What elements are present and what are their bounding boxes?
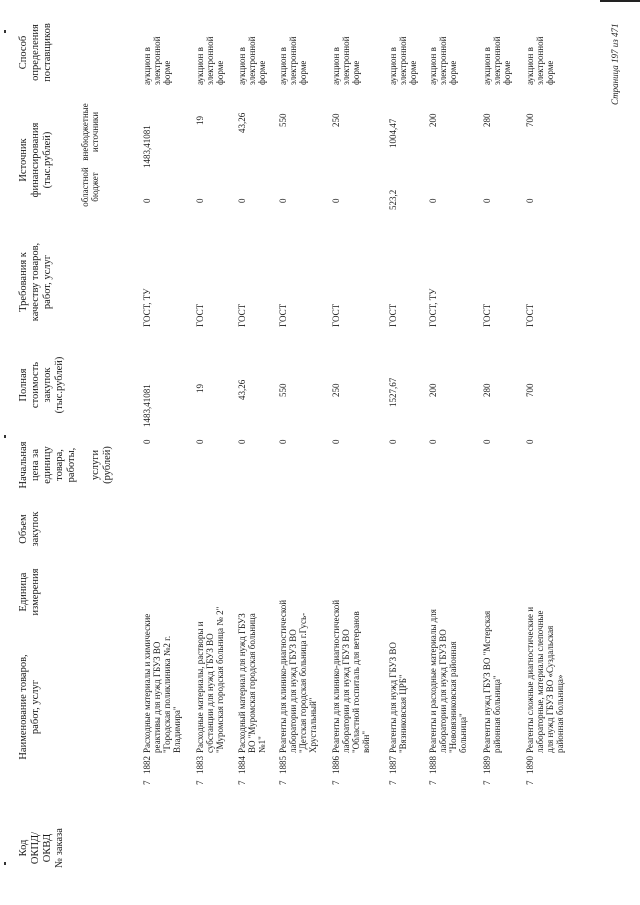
- header-source-regional: областной бюджет: [80, 167, 100, 207]
- table-row: [331, 0, 383, 905]
- cell-unit-price: 0: [428, 439, 438, 444]
- header-unit-price: Начальная цена за единицу товара, работы, услуги (рублей): [18, 441, 113, 489]
- header-requirements: Требования к качеству товаров, работ, услуг: [18, 242, 53, 322]
- cell-source-offbudget: 250: [331, 113, 341, 127]
- cell-unit-price: 0: [388, 439, 398, 444]
- cell-unit-price: 0: [278, 439, 288, 444]
- cell-total-cost: 250: [331, 383, 341, 397]
- cell-method: аукцион в электронной форме: [482, 36, 512, 85]
- header-source-offbudget: внебюджетные источники: [80, 103, 100, 161]
- cell-name: Реагенты и расходные материалы для лаборатории для нужд ГБУЗ ВО "Нововязниковская районная больница": [428, 609, 468, 753]
- cell-source-offbudget: 19: [195, 116, 205, 125]
- cell-unit-price: 0: [482, 439, 492, 444]
- cell-requirements: ГОСТ, ТУ: [428, 288, 438, 327]
- cell-name: Реагенты для клинико-диагностической лаборатории для нужд ГБУЗ ВО "Областной госпиталь для ветеранов войн": [331, 599, 371, 753]
- cell-source-regional: 0: [428, 198, 438, 203]
- cell-name: Реагенты нужд ГБУЗ ВО "Мстерская районная больница": [482, 610, 502, 753]
- cell-source-regional: 0: [142, 198, 152, 203]
- table-row: [142, 0, 194, 905]
- cell-code: 7: [195, 780, 205, 785]
- cell-source-regional: 0: [237, 198, 247, 203]
- cell-total-cost: 1483,41081: [142, 384, 152, 427]
- header-volume: Объем закупок: [18, 511, 41, 547]
- cell-source-regional: 0: [195, 198, 205, 203]
- cell-requirements: ГОСТ: [195, 303, 205, 327]
- cell-code: 7: [142, 780, 152, 785]
- cell-total-cost: 550: [278, 383, 288, 397]
- header-source: Источник финансирования (тыс.рублей): [18, 122, 53, 198]
- cell-requirements: ГОСТ: [331, 303, 341, 327]
- cell-source-regional: 0: [278, 198, 288, 203]
- cell-method: аукцион в электронной форме: [428, 36, 458, 85]
- cell-unit-price: 0: [331, 439, 341, 444]
- cell-source-offbudget: 1004,47: [388, 118, 398, 148]
- cell-code: 7: [237, 780, 247, 785]
- cell-total-cost: 1527,67: [388, 377, 398, 407]
- table-row: [482, 0, 524, 905]
- cell-total-cost: 43,26: [237, 379, 247, 400]
- cell-name: Реагенты для клинико-диагностической лаборатории для нужд ГБУЗ ВО "Детская городская больница г.Гусь- Хрустальный": [278, 599, 318, 753]
- cell-source-offbudget: 43,26: [237, 112, 247, 133]
- cell-source-offbudget: 550: [278, 113, 288, 127]
- cell-code: 7: [278, 780, 288, 785]
- table-row: [278, 0, 330, 905]
- cell-order: 1882: [142, 756, 152, 774]
- table-row: [428, 0, 480, 905]
- cell-name: Реагенты сложные диагностические и лабораторные, материалы слепочные для нужд ГБУЗ ВО «Суздальская районная больница»: [525, 606, 565, 753]
- cell-unit-price: 0: [237, 439, 247, 444]
- cell-code: 7: [525, 780, 535, 785]
- cell-method: аукцион в электронной форме: [195, 36, 225, 85]
- cell-unit-price: 0: [142, 439, 152, 444]
- cell-source-regional: 0: [331, 198, 341, 203]
- cell-method: аукцион в электронной форме: [278, 36, 308, 85]
- cell-source-regional: 0: [482, 198, 492, 203]
- cell-total-cost: 700: [525, 383, 535, 397]
- table-row: [237, 0, 277, 905]
- cell-order: 1889: [482, 756, 492, 774]
- cell-code: 7: [388, 780, 398, 785]
- page-number: Страница 197 из 471: [610, 23, 620, 105]
- cell-name: Реагенты для нужд ГБУЗ ВО "Вязниковская ЦРБ": [388, 642, 408, 753]
- cell-code: 7: [331, 780, 341, 785]
- cell-method: аукцион в электронной форме: [142, 36, 172, 85]
- cell-requirements: ГОСТ: [388, 303, 398, 327]
- cell-method: аукцион в электронной форме: [331, 36, 361, 85]
- cell-order: 1885: [278, 756, 288, 774]
- header-total-cost: Полная стоимость закупок (тыс.рублей): [18, 356, 65, 414]
- cell-order: 1890: [525, 756, 535, 774]
- cell-unit-price: 0: [525, 439, 535, 444]
- table-row: [388, 0, 428, 905]
- cell-requirements: ГОСТ: [278, 303, 288, 327]
- header-code: Код ОКПД/ ОКВД № заказа: [18, 828, 65, 868]
- header-name: Наименование товаров, работ, услуг: [18, 654, 41, 760]
- cell-method: аукцион в электронной форме: [237, 36, 267, 85]
- cell-requirements: ГОСТ: [237, 303, 247, 327]
- cell-total-cost: 19: [195, 384, 205, 393]
- cell-order: 1883: [195, 756, 205, 774]
- header-unit: Единица измерения: [18, 568, 41, 616]
- cell-total-cost: 200: [428, 383, 438, 397]
- cell-name: Расходные материалы, растворы и субстанции для нужд ГБУЗ ВО "Муромская городская больница № 2": [195, 606, 225, 753]
- cell-name: Расходный материал для нужд ГБУЗ ВО "Муромская городская больница №1": [237, 613, 267, 753]
- cell-order: 1886: [331, 756, 341, 774]
- cell-source-regional: 0: [525, 198, 535, 203]
- cell-method: аукцион в электронной форме: [525, 36, 555, 85]
- cell-total-cost: 280: [482, 383, 492, 397]
- cell-code: 7: [428, 780, 438, 785]
- cell-requirements: ГОСТ: [525, 303, 535, 327]
- table-row: [195, 0, 237, 905]
- header-method: Способ определения поставщиков: [18, 23, 53, 82]
- cell-source-offbudget: 200: [428, 113, 438, 127]
- cell-source-offbudget: 1483,41081: [142, 125, 152, 168]
- cell-order: 1887: [388, 756, 398, 774]
- cell-order: 1888: [428, 756, 438, 774]
- cell-name: Расходные материалы и химические реактивы для нужд ГБУЗ ВО "Городская поликлиника №2 г. Владимира": [142, 613, 182, 753]
- cell-unit-price: 0: [195, 439, 205, 444]
- cell-code: 7: [482, 780, 492, 785]
- table-row: [525, 0, 585, 905]
- cell-method: аукцион в электронной форме: [388, 36, 418, 85]
- cell-requirements: ГОСТ: [482, 303, 492, 327]
- cell-order: 1884: [237, 756, 247, 774]
- cell-source-offbudget: 280: [482, 113, 492, 127]
- cell-source-regional: 523,2: [388, 189, 398, 210]
- cell-source-offbudget: 700: [525, 113, 535, 127]
- cell-requirements: ГОСТ, ТУ: [142, 288, 152, 327]
